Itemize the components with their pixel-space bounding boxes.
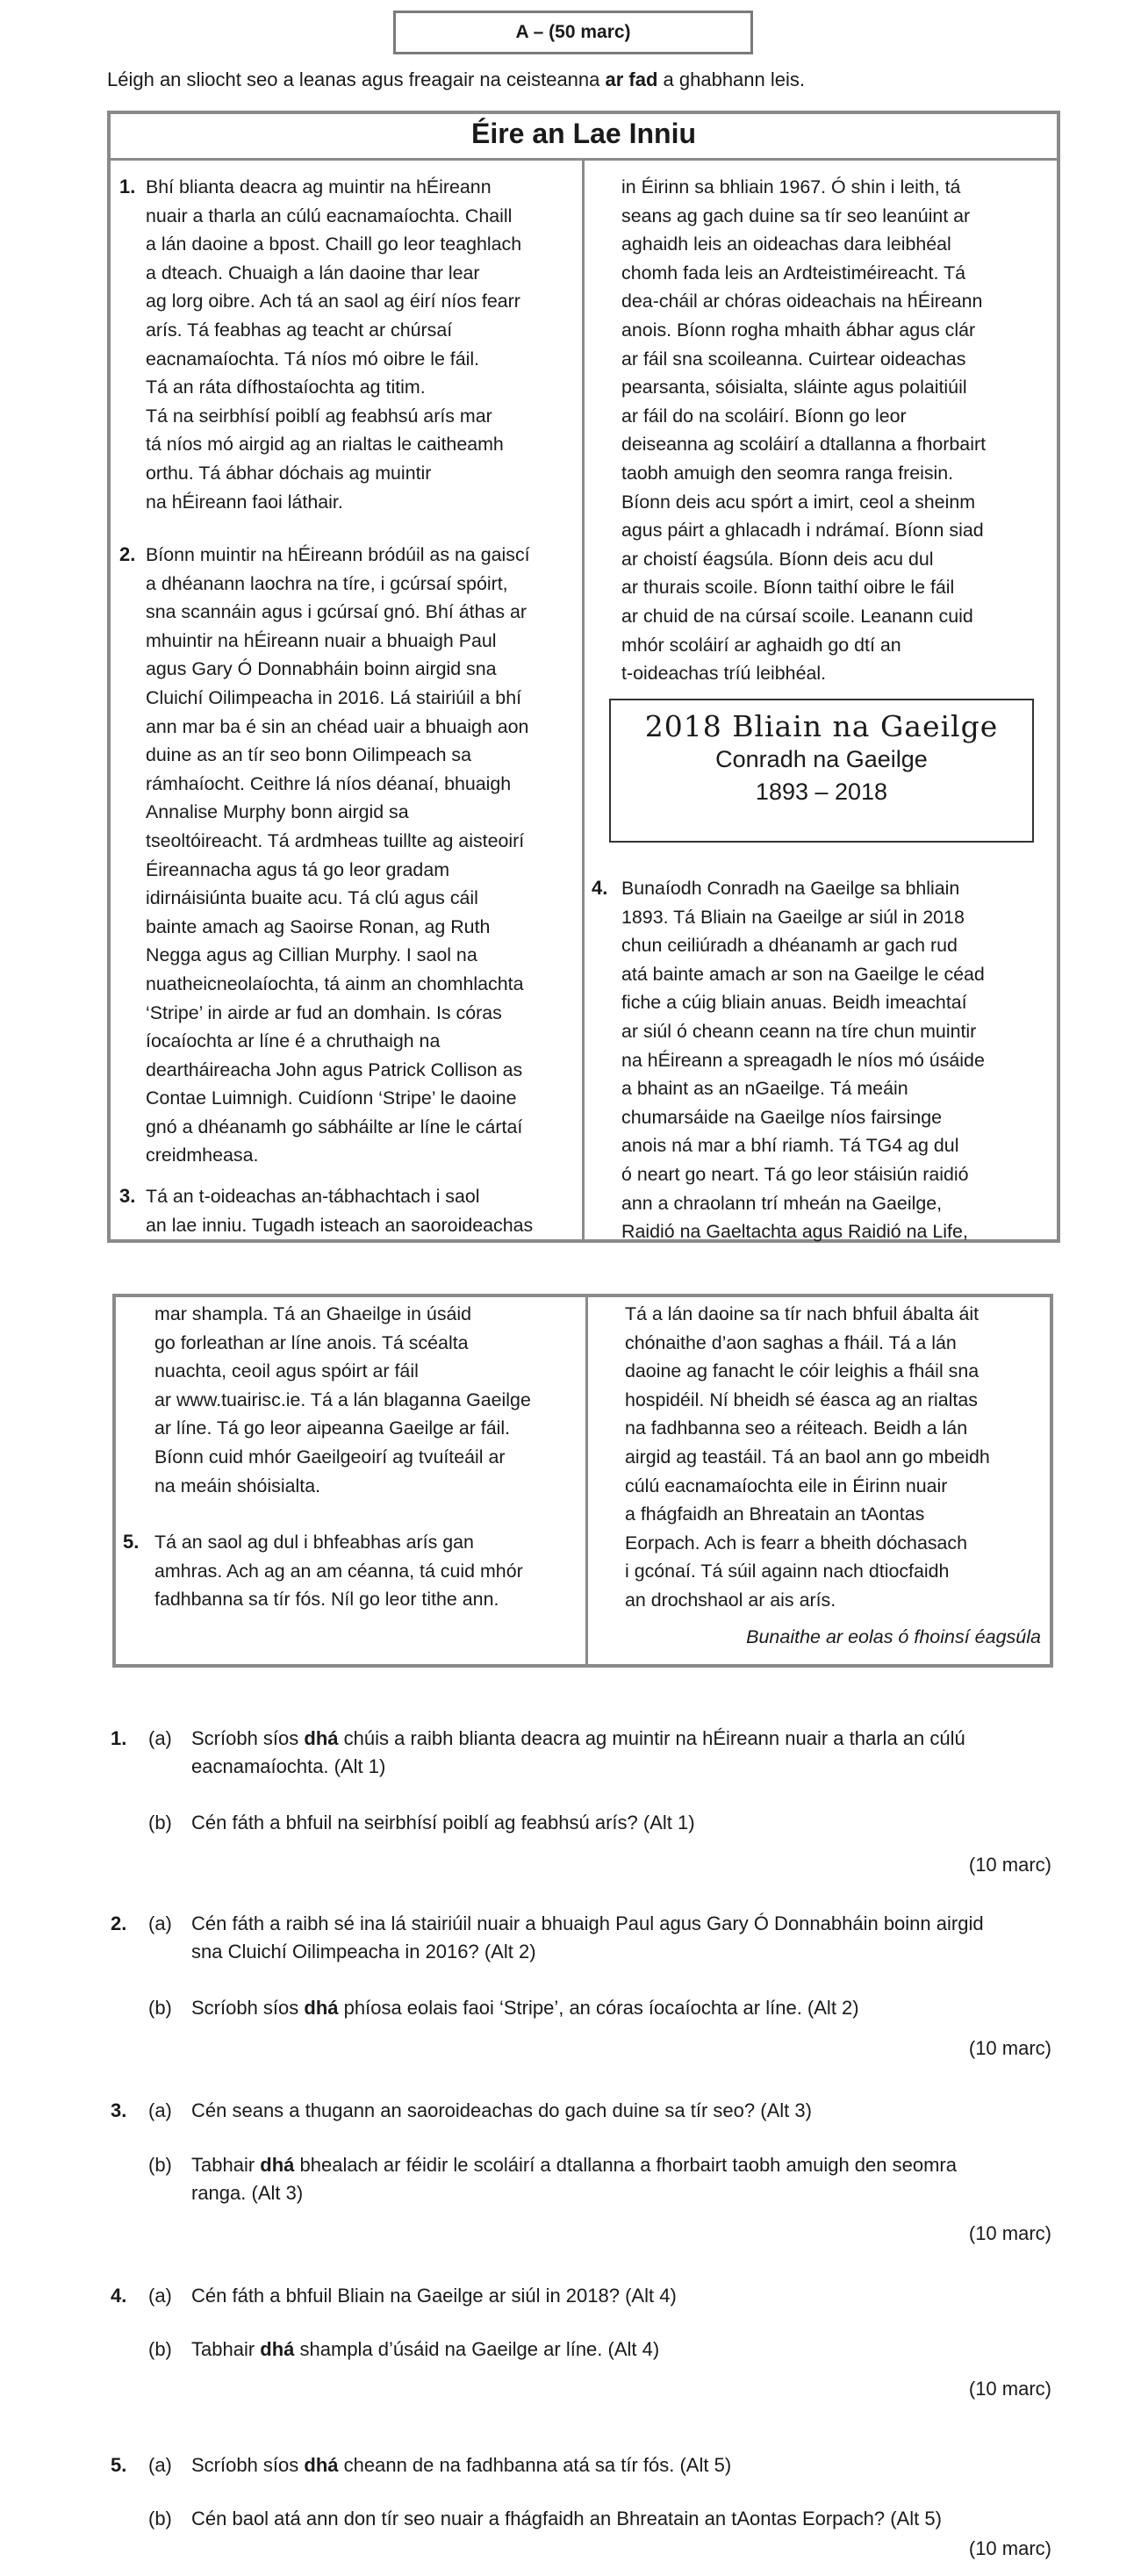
marks-label: (10 marc)	[968, 1854, 1051, 1876]
part-a-label: (a)	[148, 1912, 172, 1934]
logo-years: 1893 – 2018	[755, 779, 888, 805]
part-a-text: Cén fáth a bhfuil Bliain na Gaeilge ar siúl in 2018? (Alt 4)	[191, 2285, 677, 2307]
part-b-text: Scríobh síos dhá phíosa eolais faoi ‘Stripe’, an córas íocaíochta ar líne. (Alt 2)	[191, 1997, 859, 2019]
part-a-text: Cén seans a thugann an saoroideachas do gach duine sa tír seo? (Alt 3)	[191, 2099, 812, 2121]
part-a-text: Scríobh síos dhá cheann de na fadhbanna atá sa tír fós. (Alt 5)	[191, 2454, 732, 2476]
question-number: 4.	[111, 2285, 127, 2307]
article-title: Éire an Lae Inniu	[470, 118, 697, 149]
question-number: 1.	[111, 1727, 127, 1749]
part-b-label: (b)	[148, 1812, 172, 1833]
paragraph-4: Bunaíodh Conradh na Gaeilge sa bhliain 1893. Tá Bliain na Gaeilge ar siúl in 2018 chun ceiliúradh a dhéanamh ar gach rud atá bainte amach ar son na Gaeilge le céad fiche a cúig bliain anuas. Beidh imeachtaí ar siúl ó cheann ceann na tíre chun muintir na hÉireann a spreagadh le níos mó úsáide a bhaint as an nGaeilge. Tá meáin chumarsáide na Gaeilge níos fairsinge anois ná mar a bhí riamh. Tá TG4 ag dul ó neart go neart. Tá go leor stáisiún raidió ann a chraolann trí mheán na Gaeilge, Raidió na Gaeltachta agus Raidió na Life,	[621, 878, 985, 1243]
para-number-1: 1.	[119, 176, 136, 197]
paragraph-5-continued: Tá a lán daoine sa tír nach bhfuil ábalta áit chónaithe d’aon saghas a fháil. Tá a lán daoine ag fanacht le cóir leighis a fháil sna hospidéil. Ní bheidh sé éasca ag an rialtas na fadhbanna seo a réiteach. Beidh a lán airgid ag teastáil. Tá an baol ann go mbeidh cúlú eacnamaíochta eile in Éirinn nuair a fhágfaidh an Bhreatain an tAontas Eorpach. Ach is fearr a bheith dóchasach i gcónaí. Tá súil againn nach dtiocfaidh an drochshaol ar ais arís.	[625, 1303, 990, 1611]
para-number-5: 5.	[123, 1531, 140, 1553]
column-divider	[582, 160, 585, 1239]
para-number-2: 2.	[119, 543, 136, 565]
part-a-text: Cén fáth a raibh sé ina lá stairiúil nuair a bhuaigh Paul agus Gary Ó Donnabháin boinn airgid sna Cluichí Oilimpeacha in 2016? (Alt 2)	[191, 1912, 984, 1962]
column-divider-2	[585, 1295, 588, 1666]
marks-label: (10 marc)	[968, 2037, 1051, 2059]
part-b-label: (b)	[148, 2338, 172, 2360]
instructions-text: Léigh an sliocht seo a leanas agus freagair na ceisteanna	[107, 68, 606, 90]
marks-label: (10 marc)	[968, 2378, 1051, 2400]
paragraph-3-continued: in Éirinn sa bhliain 1967. Ó shin i leith, tá seans ag gach duine sa tír seo leanúint ar aghaidh leis an oideachas dara leibhéal chomh fada leis an Ardteistiméireacht. Tá dea-cháil ar chóras oideachais na hÉireann anois. Bíonn rogha mhaith ábhar agus clár ar fáil sna scoileanna. Cuirtear oideachas pearsanta, sóisialta, sláinte agus polaitiúil ar fáil do na scoláirí. Bíonn go leor deiseanna ag scoláirí a dtallanna a fhorbairt taobh amuigh den seomra ranga freisin. Bíonn deis acu spórt a imirt, ceol a sheinm agus páirt a ghlacadh i ndrámaí. Bíonn siad ar choistí éagsúla. Bíonn deis acu dul ar thurais scoile. Bíonn taithí oibre le fáil ar chuid de na cúrsaí scoile. Leanann cuid mhór scoláirí ar aghaidh go dtí an t-oideachas tríú leibhéal.	[621, 176, 987, 685]
paragraph-1: Bhí blianta deacra ag muintir na hÉireann nuair a tharla an cúlú eacnamaíochta. Chaill a lán daoine a bpost. Chaill go leor teaghlach a dteach. Chuaigh a lán daoine thar lear ag lorg oibre. Ach tá an saol ag éirí níos fearr arís. Tá feabhas ag teacht ar chúrsaí eacnamaíochta. Tá níos mó oibre le fáil. Tá an ráta dífhostaíochta ag titim. Tá na seirbhísí poiblí ag feabhsú arís mar tá níos mó airgid ag an rialtas le caitheamh orthu. Tá ábhar dóchais ag muintir na hÉireann faoi láthair.	[146, 176, 522, 513]
paragraph-2: Bíonn muintir na hÉireann bródúil as na gaiscí a dhéanann laochra na tíre, i gcúrsaí spóirt, sna scannáin agus i gcúrsaí gnó. Bhí áthas ar mhuintir na hÉireann nuair a bhuaigh Paul agus Gary Ó Donnabháin boinn airgid sna Cluichí Oilimpeacha in 2016. Lá stairiúil a bhí ann mar ba é sin an chéad uair a bhuaigh aon duine as an tír seo bonn Oilimpeach sa rámhaíocht. Ceithre lá níos déanaí, bhuaigh Annalise Murphy bonn airgid sa tseoltóireacht. Tá ardmheas tuillte ag aisteoirí Éireannacha agus tá go leor gradam idirnáisiúnta buaite acu. Tá clú agus cáil bainte amach ag Saoirse Ronan, ag Ruth Negga agus ag Cillian Murphy. I saol na nuatheicneolaíochta, tá ainm an chomhlachta ‘Stripe’ in airde ar fud an domhain. Is córas íocaíochta ar líne é a chruthaigh na deartháireacha John agus Patrick Collison as Contae Luimnigh. Cuidíonn ‘Stripe’ le daoine gnó a dhéanamh go sábháilte ar líne le cártaí creidmheasa.	[146, 544, 530, 1166]
part-a-label: (a)	[148, 2285, 172, 2307]
part-b-text: Tabhair dhá bhealach ar féidir le scoláirí a dtallanna a fhorbairt taobh amuigh den seomra ranga. (Alt 3)	[191, 2154, 957, 2204]
part-a-label: (a)	[148, 2454, 172, 2476]
section-header	[393, 11, 753, 54]
marks-label: (10 marc)	[968, 2537, 1051, 2559]
question-number: 3.	[111, 2099, 127, 2121]
question-number: 2.	[111, 1912, 127, 1934]
section-label: A – (50 marc)	[515, 22, 631, 42]
part-b-text: Cén baol atá ann don tír seo nuair a fhágfaidh an Bhreatain an tAontas Eorpach? (Alt 5)	[191, 2508, 942, 2529]
logo-title: 2018 Bliain na Gaeilge	[644, 709, 999, 743]
part-a-label: (a)	[148, 1727, 172, 1749]
marks-label: (10 marc)	[968, 2222, 1051, 2244]
paragraph-4-continued: mar shampla. Tá an Ghaeilge in úsáid go forleathan ar líne anois. Tá scéalta nuachta, ceoil agus spóirt ar fáil ar www.tuairisc.ie. Tá a lán blaganna Gaeilge ar líne. Tá go leor aipeanna Gaeilge ar fáil. Bíonn cuid mhór Gaeilgeoirí ag tvuíteáil ar na meáin shóisialta.	[154, 1303, 531, 1496]
paragraph-5: Tá an saol ag dul i bhfeabhas arís gan amhras. Ach ag an am céanna, tá cuid mhór fadhbanna sa tír fós. Níl go leor tithe ann.	[154, 1532, 523, 1611]
logo-org: Conradh na Gaeilge	[715, 746, 928, 772]
part-b-text: Tabhair dhá shampla d’úsáid na Gaeilge ar líne. (Alt 4)	[191, 2338, 660, 2360]
part-b-label: (b)	[148, 2154, 172, 2176]
instructions	[107, 68, 805, 91]
part-a-text: Scríobh síos dhá chúis a raibh blianta deacra ag muintir na hÉireann nuair a tharla an cúlú eacnamaíochta. (Alt 1)	[191, 1727, 965, 1777]
part-a-label: (a)	[148, 2099, 172, 2121]
para-number-3: 3.	[119, 1185, 136, 1207]
para-number-4: 4.	[592, 877, 608, 899]
instructions-bold: ar fad	[605, 68, 658, 90]
part-b-text: Cén fáth a bhfuil na seirbhísí poiblí ag feabhsú arís? (Alt 1)	[191, 1812, 695, 1833]
part-b-label: (b)	[148, 1997, 172, 2019]
part-b-label: (b)	[148, 2508, 172, 2529]
paragraph-3: Tá an t-oideachas an-tábhachtach i saol an lae inniu. Tugadh isteach an saoroideachas	[146, 1186, 534, 1236]
source-credit: Bunaithe ar eolas ó fhoinsí éagsúla	[746, 1626, 1041, 1647]
bliain-na-gaeilge-logo	[609, 699, 1034, 843]
question-number: 5.	[111, 2454, 127, 2476]
instructions-text-end: a ghabhann leis.	[657, 68, 805, 90]
